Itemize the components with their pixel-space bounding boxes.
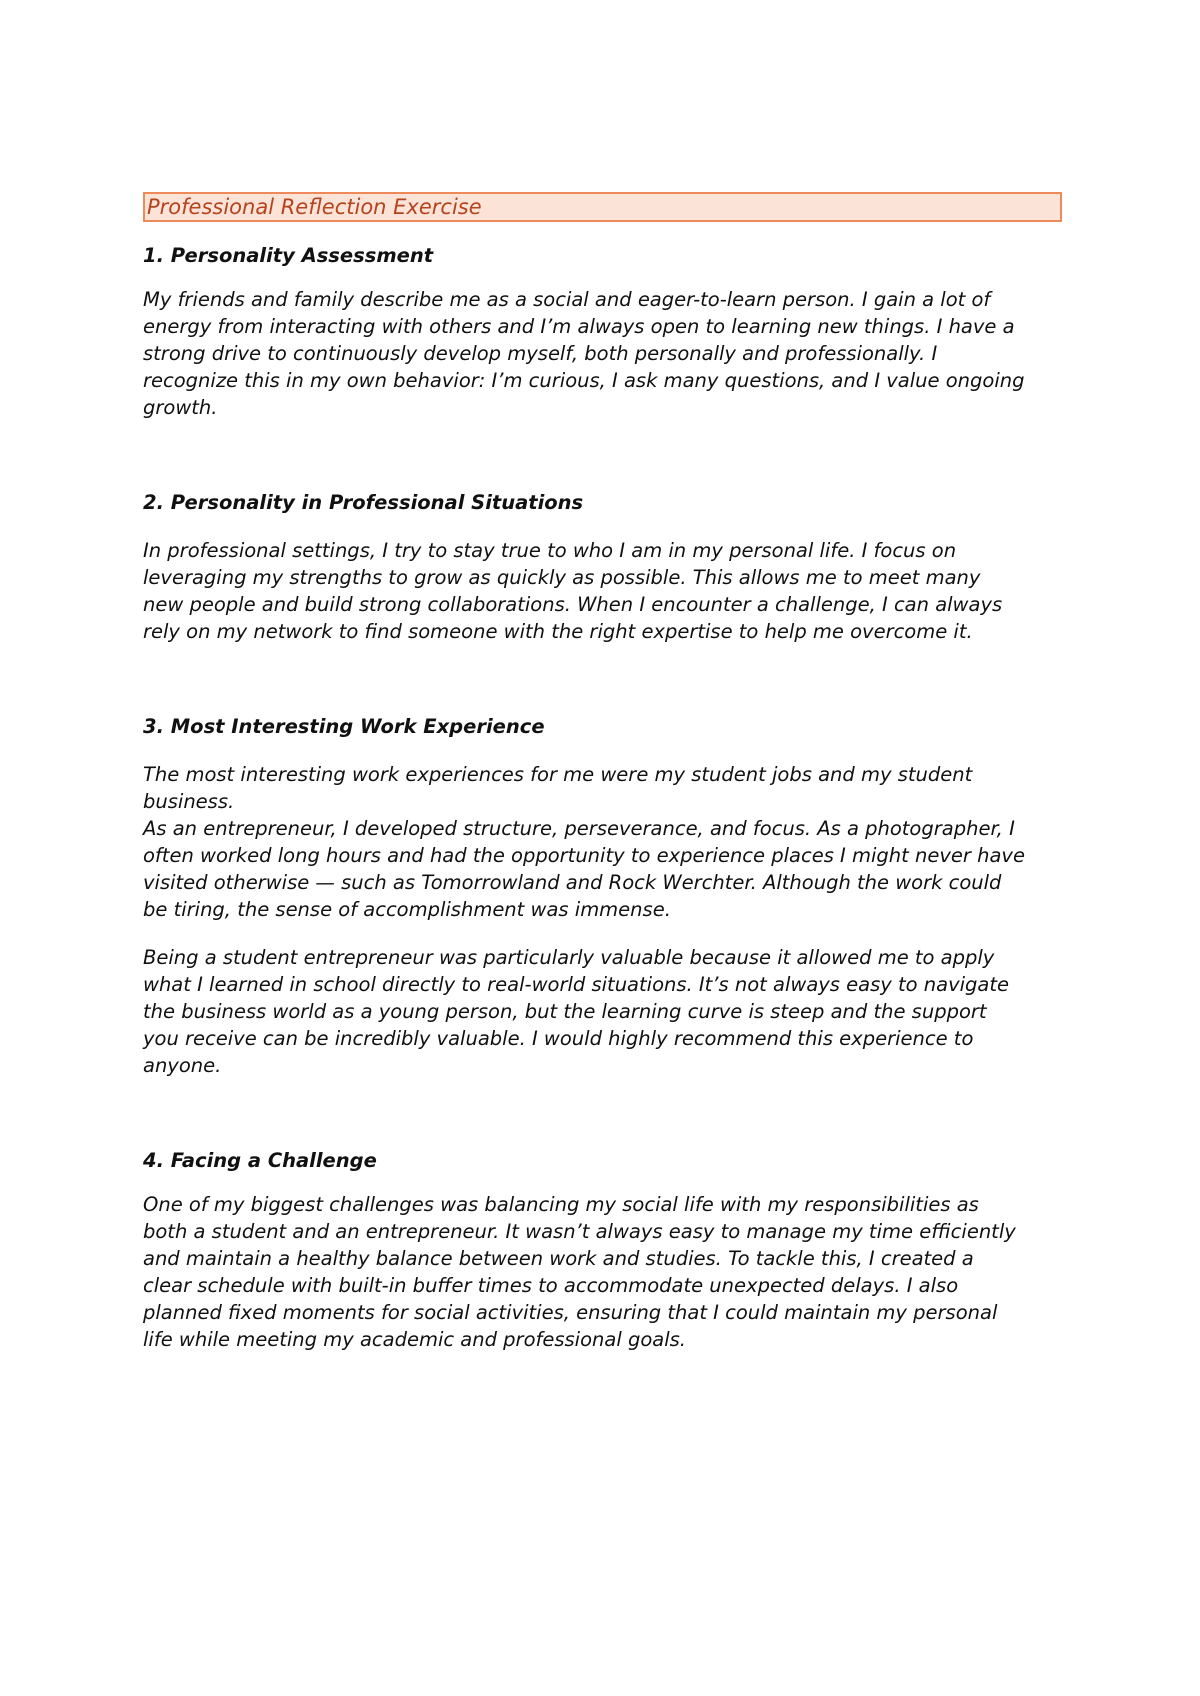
text-line: visited otherwise — such as Tomorrowland and Rock Werchter. Although the work could <box>143 871 1002 894</box>
text-line: recognize this in my own behavior: I’m curious, I ask many questions, and I value ongoing <box>143 369 1025 392</box>
text-line: be tiring, the sense of accomplishment was immense. <box>143 898 671 921</box>
text-line: often worked long hours and had the opportunity to experience places I might never have <box>143 844 1025 867</box>
text-line: anyone. <box>143 1054 222 1077</box>
text-line: Being a student entrepreneur was particularly valuable because it allowed me to apply <box>143 946 995 969</box>
section-heading-facing-challenge: 4. Facing a Challenge <box>143 1149 377 1172</box>
section-paragraph <box>143 1191 1064 1353</box>
text-line: what I learned in school directly to real-world situations. It’s not always easy to navigate <box>143 973 1010 996</box>
section-paragraph <box>143 537 1064 645</box>
text-line: In professional settings, I try to stay true to who I am in my personal life. I focus on <box>143 539 957 562</box>
text-line: and maintain a healthy balance between work and studies. To tackle this, I created a <box>143 1247 974 1270</box>
document-title: Professional Reflection Exercise <box>143 192 1062 222</box>
text-line: life while meeting my academic and professional goals. <box>143 1328 686 1351</box>
text-line: My friends and family describe me as a social and eager-to-learn person. I gain a lot of <box>143 288 991 311</box>
section-paragraph <box>143 761 1064 923</box>
text-line: As an entrepreneur, I developed structure, perseverance, and focus. As a photographer, I <box>143 817 1015 840</box>
text-line: energy from interacting with others and I’m always open to learning new things. I have a <box>143 315 1015 338</box>
section-heading-work-experience: 3. Most Interesting Work Experience <box>143 715 545 738</box>
text-line: the business world as a young person, but the learning curve is steep and the support <box>143 1000 987 1023</box>
text-line: rely on my network to find someone with the right expertise to help me overcome it. <box>143 620 973 643</box>
text-line: strong drive to continuously develop myself, both personally and professionally. I <box>143 342 938 365</box>
text-line: both a student and an entrepreneur. It wasn’t always easy to manage my time efficiently <box>143 1220 1016 1243</box>
section-paragraph <box>143 944 1064 1079</box>
text-line: growth. <box>143 396 218 419</box>
text-line: you receive can be incredibly valuable. I would highly recommend this experience to <box>143 1027 974 1050</box>
text-line: new people and build strong collaborations. When I encounter a challenge, I can always <box>143 593 1003 616</box>
text-line: clear schedule with built-in buffer times to accommodate unexpected delays. I also <box>143 1274 959 1297</box>
text-line: business. <box>143 790 235 813</box>
text-line: leveraging my strengths to grow as quickly as possible. This allows me to meet many <box>143 566 981 589</box>
document-body <box>143 192 1064 1353</box>
text-line: planned fixed moments for social activities, ensuring that I could maintain my personal <box>143 1301 998 1324</box>
section-heading-professional-situations: 2. Personality in Professional Situations <box>143 491 584 514</box>
section-paragraph <box>143 286 1064 421</box>
text-line: One of my biggest challenges was balancing my social life with my responsibilities as <box>143 1193 979 1216</box>
text-line: The most interesting work experiences for me were my student jobs and my student <box>143 763 973 786</box>
section-heading-personality-assessment: 1. Personality Assessment <box>143 244 434 267</box>
